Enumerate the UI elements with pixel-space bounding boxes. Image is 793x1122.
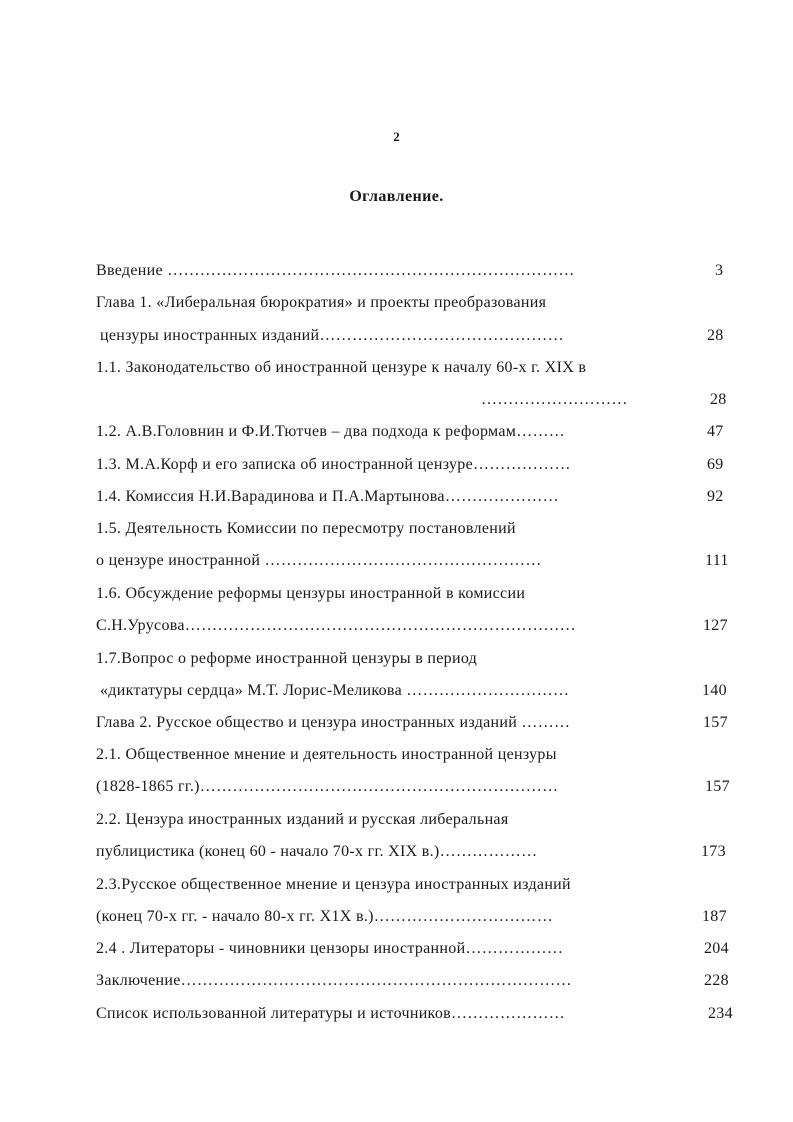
toc-entry-page: 28 xyxy=(707,327,724,344)
toc-entry-page: 3 xyxy=(715,262,724,279)
toc-entry-text: 1.1. Законодательство об иностранной цензуре к началу 60-х г. XIX в xyxy=(96,359,587,376)
toc-entry-text: (1828-1865 гг.)………………………………………………………… xyxy=(96,778,559,795)
toc-entry-page: 157 xyxy=(705,778,730,795)
toc-entry xyxy=(96,327,736,353)
toc-entry-page: 92 xyxy=(707,488,724,505)
toc-entry xyxy=(96,778,736,804)
toc-entry-text: «диктатуры сердца» М.Т. Лорис-Меликова ………………………… xyxy=(100,682,570,699)
toc-entry-text: Введение ………………………………………………………………… xyxy=(96,262,575,279)
toc-entry xyxy=(96,1005,736,1031)
toc-entry xyxy=(96,650,736,676)
toc-entry xyxy=(96,908,736,934)
toc-entry-text: Заключение……………………………………………………………… xyxy=(96,972,572,989)
toc-entry-text: 2.2. Цензура иностранных изданий и русская либеральная xyxy=(96,811,509,828)
toc-entry-text: Список использованной литературы и источников………………… xyxy=(96,1005,566,1022)
toc-entry xyxy=(96,552,736,578)
page-number: 2 xyxy=(393,129,400,144)
toc-entry xyxy=(96,811,736,837)
toc-entry xyxy=(96,391,736,417)
toc-entry xyxy=(96,843,736,869)
toc-entry xyxy=(96,617,736,643)
toc-entry-text: 1.2. А.В.Головнин и Ф.И.Тютчев – два подхода к реформам……… xyxy=(96,423,566,440)
toc-entry xyxy=(96,262,736,288)
toc-entry-page: 111 xyxy=(705,552,729,569)
toc-entry-text: Глава 1. «Либеральная бюрократия» и проекты преобразования xyxy=(96,294,547,311)
toc-entry xyxy=(96,714,736,740)
toc-entry-page: 28 xyxy=(710,391,727,408)
toc-entry-page: 204 xyxy=(704,940,729,957)
toc-entry-page: 69 xyxy=(707,456,724,473)
toc-entry-text: 2.4 . Литераторы - чиновники цензоры иностранной……………… xyxy=(96,940,564,957)
toc-entry-page: 140 xyxy=(702,682,727,699)
toc-entry-text: цензуры иностранных изданий……………………………………… xyxy=(100,327,564,344)
toc-entry-page: 47 xyxy=(707,423,724,440)
toc-entry-text: 1.3. М.А.Корф и его записка об иностранной цензуре……………… xyxy=(96,456,571,473)
toc-entry xyxy=(96,294,736,320)
toc-entry xyxy=(96,940,736,966)
toc-entry-text: публицистика (конец 60 - начало 70-х гг. XIX в.)……………… xyxy=(96,843,538,860)
toc-entry-text: 1.6. Обсуждение реформы цензуры иностранной в комиссии xyxy=(96,585,526,602)
toc-entry-page: 173 xyxy=(701,843,726,860)
toc-entry-page: 228 xyxy=(704,972,729,989)
toc-entry-page: 187 xyxy=(702,908,727,925)
page-title: Оглавление. xyxy=(349,188,444,205)
toc-entry xyxy=(96,488,736,514)
toc-entry-text: (конец 70-х гг. - начало 80-х гг. X1X в.)…………………………… xyxy=(96,908,554,925)
toc-entry-page: 234 xyxy=(708,1005,733,1022)
toc-entry-text: 2.3.Русское общественное мнение и цензура иностранных изданий xyxy=(96,876,571,893)
toc-entry-text: 1.7.Вопрос о реформе иностранной цензуры в период xyxy=(96,650,478,667)
toc-entry xyxy=(96,423,736,449)
toc-entry-text: Глава 2. Русское общество и цензура иностранных изданий ……… xyxy=(96,714,571,731)
toc-entry xyxy=(96,972,736,998)
toc-entry xyxy=(96,682,736,708)
toc-entry xyxy=(96,359,736,385)
toc-entry xyxy=(96,585,736,611)
toc-entry-text: ……………………… xyxy=(481,391,628,408)
toc-entry-page: 127 xyxy=(703,617,728,634)
toc-entry-page: 157 xyxy=(703,714,728,731)
toc-entry xyxy=(96,456,736,482)
toc-entry-text: 1.4. Комиссия Н.И.Варадинова и П.А.Мартынова………………… xyxy=(96,488,559,505)
toc-entry-text: 1.5. Деятельность Комиссии по пересмотру постановлений xyxy=(96,520,516,537)
toc-entry xyxy=(96,520,736,546)
toc-entry-text: о цензуре иностранной …………………………………………… xyxy=(96,552,542,569)
toc-entry xyxy=(96,876,736,902)
toc-entry-text: С.Н.Урусова……………………………………………………………… xyxy=(96,617,576,634)
toc-entry xyxy=(96,746,736,772)
toc-entry-text: 2.1. Общественное мнение и деятельность иностранной цензуры xyxy=(96,746,557,763)
